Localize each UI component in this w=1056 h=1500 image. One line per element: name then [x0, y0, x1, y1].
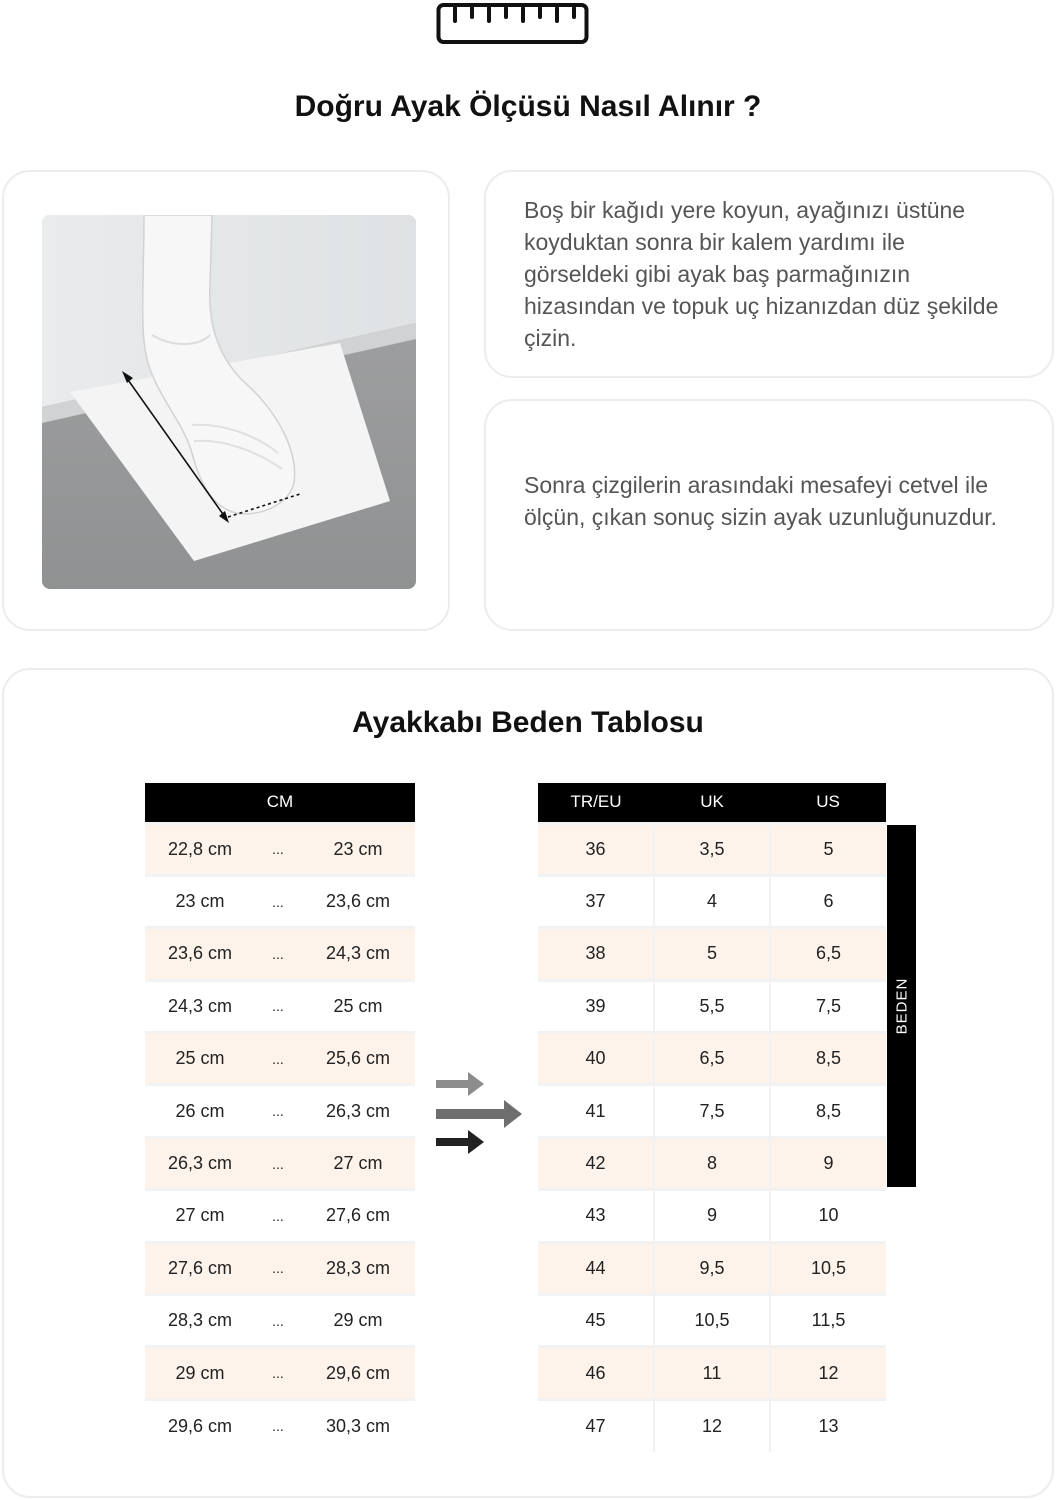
uk-cell: 8	[654, 1137, 770, 1189]
cm-to-cell: 29,6 cm	[301, 1347, 415, 1399]
us-cell: 7,5	[770, 980, 886, 1032]
cm-to-cell: 29 cm	[301, 1295, 415, 1347]
tr-eu-cell: 42	[538, 1137, 654, 1189]
cm-from-cell: 26 cm	[145, 1085, 255, 1137]
uk-cell: 10,5	[654, 1295, 770, 1347]
cm-table-row	[145, 980, 415, 1032]
instruction-step-2-text: Sonra çizgilerin arasındaki mesafeyi cetvel ile ölçün, çıkan sonuç sizin ayak uzunluğunuzdur.	[524, 472, 998, 530]
tr-eu-cell: 40	[538, 1033, 654, 1085]
size-table-row	[538, 1137, 886, 1189]
size-table-row	[538, 1295, 886, 1347]
size-table-row	[538, 980, 886, 1032]
beden-side-label	[887, 825, 916, 1187]
uk-cell: 5,5	[654, 980, 770, 1032]
size-table-row	[538, 1347, 886, 1399]
cm-separator: ...	[255, 1295, 301, 1347]
measurement-image-card	[2, 170, 450, 631]
size-table-row	[538, 875, 886, 927]
uk-cell: 7,5	[654, 1085, 770, 1137]
cm-table-row	[145, 1085, 415, 1137]
cm-from-cell: 26,3 cm	[145, 1137, 255, 1189]
uk-cell: 6,5	[654, 1033, 770, 1085]
us-cell: 8,5	[770, 1033, 886, 1085]
tr-eu-cell: 47	[538, 1399, 654, 1451]
size-table-row	[538, 823, 886, 875]
cm-separator: ...	[255, 1137, 301, 1189]
shoe-size-table	[538, 783, 886, 1452]
cm-from-cell: 29,6 cm	[145, 1399, 255, 1451]
cm-separator: ...	[255, 823, 301, 875]
tr-eu-cell: 45	[538, 1295, 654, 1347]
size-table-title: Ayakkabı Beden Tablosu	[352, 706, 704, 739]
cm-to-cell: 30,3 cm	[301, 1399, 415, 1451]
triple-arrow-right-icon	[434, 1068, 524, 1160]
us-header: US	[770, 783, 886, 823]
tr-eu-cell: 39	[538, 980, 654, 1032]
us-cell: 11,5	[770, 1295, 886, 1347]
cm-table-row	[145, 1033, 415, 1085]
cm-to-cell: 23,6 cm	[301, 875, 415, 927]
cm-table-row	[145, 1295, 415, 1347]
cm-to-cell: 28,3 cm	[301, 1242, 415, 1294]
tr-eu-cell: 37	[538, 875, 654, 927]
cm-table-row	[145, 875, 415, 927]
cm-to-cell: 25,6 cm	[301, 1033, 415, 1085]
size-table-row	[538, 1085, 886, 1137]
tr-eu-cell: 44	[538, 1242, 654, 1294]
cm-to-cell: 27,6 cm	[301, 1190, 415, 1242]
cm-separator: ...	[255, 1242, 301, 1294]
cm-to-cell: 26,3 cm	[301, 1085, 415, 1137]
cm-separator: ...	[255, 875, 301, 927]
tr-eu-cell: 41	[538, 1085, 654, 1137]
cm-from-cell: 22,8 cm	[145, 823, 255, 875]
cm-table-row	[145, 1137, 415, 1189]
cm-table-row	[145, 1399, 415, 1451]
ruler-icon	[436, 2, 589, 45]
cm-from-cell: 29 cm	[145, 1347, 255, 1399]
cm-from-cell: 23 cm	[145, 875, 255, 927]
cm-table-row	[145, 1347, 415, 1399]
uk-cell: 9	[654, 1190, 770, 1242]
size-table-header-row	[538, 783, 886, 823]
cm-separator: ...	[255, 1190, 301, 1242]
cm-separator: ...	[255, 1347, 301, 1399]
page-title: Doğru Ayak Ölçüsü Nasıl Alınır ?	[294, 90, 762, 123]
tr-eu-cell: 46	[538, 1347, 654, 1399]
size-table-row	[538, 1190, 886, 1242]
uk-header: UK	[654, 783, 770, 823]
uk-cell: 5	[654, 928, 770, 980]
cm-separator: ...	[255, 980, 301, 1032]
size-table-row	[538, 1242, 886, 1294]
cm-from-cell: 27,6 cm	[145, 1242, 255, 1294]
cm-separator: ...	[255, 928, 301, 980]
size-table-row	[538, 1399, 886, 1451]
cm-table-row	[145, 1190, 415, 1242]
us-cell: 5	[770, 823, 886, 875]
instruction-step-1-text: Boş bir kağıdı yere koyun, ayağınızı üstüne koyduktan sonra bir kalem yardımı ile görseldeki gibi ayak baş parmağınızın hizasından ve topuk uç hizanızdan düz şekilde çizin.	[524, 197, 999, 351]
beden-label-text: BEDEN	[893, 977, 910, 1035]
us-cell: 6	[770, 875, 886, 927]
uk-cell: 11	[654, 1347, 770, 1399]
tr-eu-cell: 43	[538, 1190, 654, 1242]
cm-from-cell: 23,6 cm	[145, 928, 255, 980]
size-table-row	[538, 1033, 886, 1085]
cm-to-cell: 24,3 cm	[301, 928, 415, 980]
cm-to-cell: 25 cm	[301, 980, 415, 1032]
uk-cell: 3,5	[654, 823, 770, 875]
cm-separator: ...	[255, 1085, 301, 1137]
us-cell: 6,5	[770, 928, 886, 980]
uk-cell: 12	[654, 1399, 770, 1451]
us-cell: 13	[770, 1399, 886, 1451]
cm-separator: ...	[255, 1399, 301, 1451]
us-cell: 10,5	[770, 1242, 886, 1294]
us-cell: 12	[770, 1347, 886, 1399]
cm-table-row	[145, 928, 415, 980]
cm-from-cell: 25 cm	[145, 1033, 255, 1085]
uk-cell: 4	[654, 875, 770, 927]
uk-cell: 9,5	[654, 1242, 770, 1294]
cm-from-cell: 28,3 cm	[145, 1295, 255, 1347]
tr-eu-cell: 36	[538, 823, 654, 875]
size-table-row	[538, 928, 886, 980]
foot-measurement-photo	[42, 215, 416, 589]
cm-table-header-row	[145, 783, 415, 823]
tr-eu-cell: 38	[538, 928, 654, 980]
cm-range-table	[145, 783, 415, 1452]
cm-table-row	[145, 823, 415, 875]
cm-header: CM	[145, 783, 415, 823]
cm-to-cell: 27 cm	[301, 1137, 415, 1189]
cm-to-cell: 23 cm	[301, 823, 415, 875]
cm-from-cell: 27 cm	[145, 1190, 255, 1242]
us-cell: 9	[770, 1137, 886, 1189]
instruction-step-2-card	[484, 399, 1054, 631]
cm-separator: ...	[255, 1033, 301, 1085]
tr-eu-header: TR/EU	[538, 783, 654, 823]
cm-table-row	[145, 1242, 415, 1294]
cm-from-cell: 24,3 cm	[145, 980, 255, 1032]
instruction-step-1-card	[484, 170, 1054, 378]
us-cell: 10	[770, 1190, 886, 1242]
us-cell: 8,5	[770, 1085, 886, 1137]
